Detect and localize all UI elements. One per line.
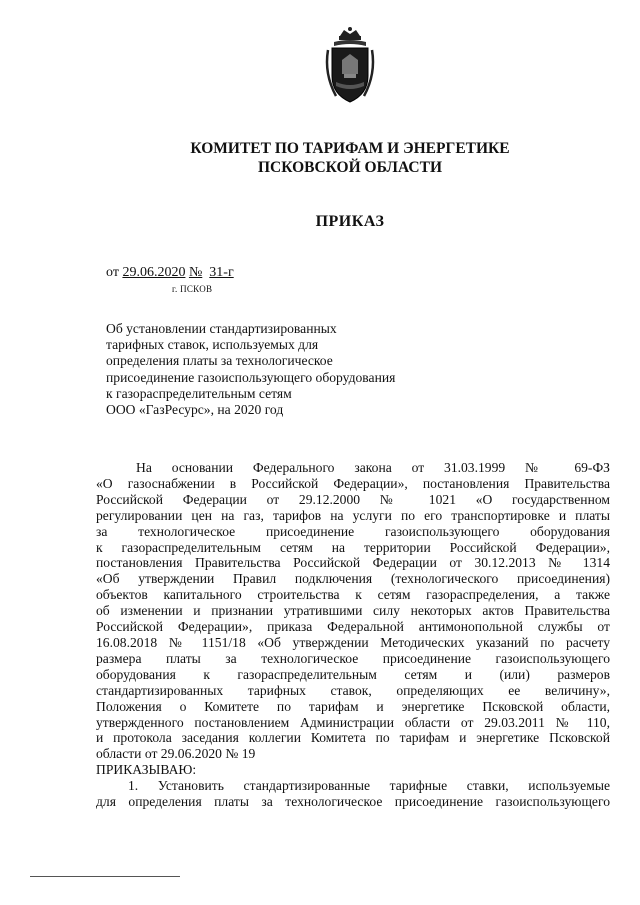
body-line: за технологическое присоединение газоиспользующего оборудования [96, 523, 610, 539]
order-subject [106, 321, 436, 418]
body-line: Российской Федерации от 29.12.2000 № 1021 «О государственном [96, 491, 610, 507]
org-line-2: ПСКОВСКОЙ ОБЛАСТИ [257, 159, 442, 176]
organization-title [150, 139, 550, 177]
coat-of-arms-icon [322, 26, 378, 106]
body-line: утвержденного постановлением Администрации области от 29.03.2011 № 110, [96, 714, 610, 730]
body-line: Российской Федерации», приказа Федеральной антимонопольной службы от [96, 619, 610, 635]
prikazyvayu-label: ПРИКАЗЫВАЮ: [96, 762, 197, 778]
subject-line: Об установлении стандартизированных [106, 321, 337, 336]
body-line: На основании Федерального закона от 31.03.1999 № 69-ФЗ [136, 460, 610, 475]
order-number-sign: № [188, 265, 203, 280]
order-city: г. ПСКОВ [172, 284, 213, 294]
body-line: к газораспределительным сетям на территории Российской Федерации», [96, 539, 610, 555]
order-date-number [106, 265, 234, 281]
document-type-title: ПРИКАЗ [315, 213, 385, 230]
order-number: 31-г [209, 265, 234, 280]
body-line: оборудования к газораспределительным сетям и (или) размеров [96, 666, 610, 682]
body-line: постановления Правительства Российской Федерации от 30.12.2013 № 1314 [96, 555, 610, 571]
body-line: и протокола заседания коллегии Комитета по тарифам и энергетике Псковской [96, 730, 610, 746]
subject-line: тарифных ставок, используемых для [106, 337, 319, 353]
item-1-line: 1. Установить стандартизированные тарифные ставки, используемые [128, 778, 610, 794]
order-prefix: от [106, 265, 119, 280]
body-line: «Об утверждении Правил подключения (технологического присоединения) [96, 571, 610, 587]
body-line: стандартизированных тарифных ставок, определяющих ее величину», [96, 682, 610, 698]
order-body [96, 460, 610, 810]
subject-line: определения платы за технологическое [106, 353, 333, 369]
org-line-1: КОМИТЕТ ПО ТАРИФАМ И ЭНЕРГЕТИКЕ [190, 140, 510, 157]
order-date: 29.06.2020 [122, 265, 186, 280]
body-line: размера платы за технологическое присоединение газоиспользующего [96, 650, 610, 666]
footnote-rule [30, 876, 180, 877]
body-line: регулировании цен на газ, тарифов на услуги по его транспортировке и платы [96, 507, 610, 523]
body-line: 16.08.2018 № 1151/18 «Об утверждении Методических указаний по расчету [96, 634, 610, 650]
body-line: об изменении и признании утратившими силу некоторых актов Правительства [96, 603, 610, 619]
subject-line: присоединение газоиспользующего оборудования [106, 369, 396, 385]
body-line: Положения о Комитете по тарифам и энергетике Псковской области, [96, 698, 610, 714]
body-line: области от 29.06.2020 № 19 [96, 746, 256, 762]
body-line: «О газоснабжении в Российской Федерации», постановления Правительства [96, 475, 610, 491]
subject-line: ООО «ГазРесурс», на 2020 год [106, 402, 284, 418]
item-1-line: для определения платы за технологическое присоединение газоиспользующего [96, 794, 610, 810]
body-line: объектов капитального строительства к сетям газораспределения, а также [96, 587, 610, 603]
subject-line: к газораспределительным сетям [106, 385, 292, 401]
